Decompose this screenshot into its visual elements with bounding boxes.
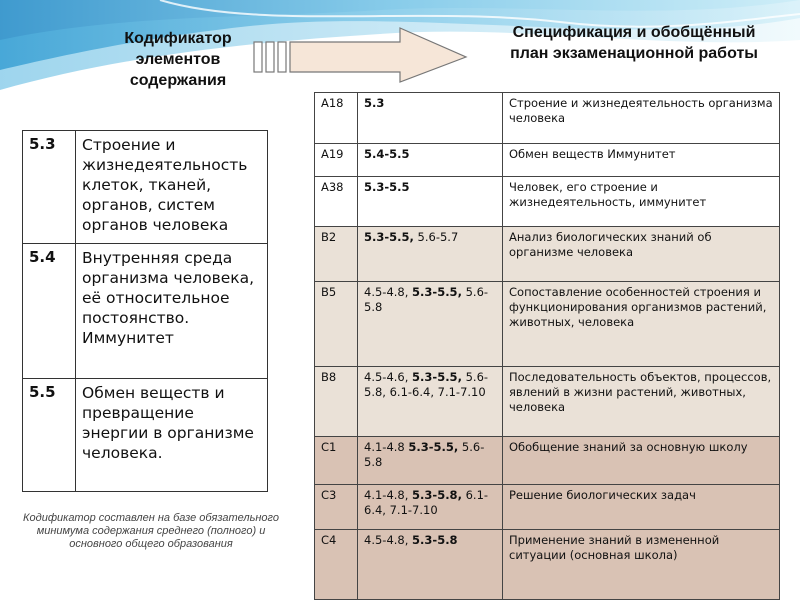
- specification-table: [314, 92, 780, 600]
- codes-plain: 4.5-4.6,: [364, 370, 413, 384]
- codes-bold-main: 5.3-5.5,: [412, 285, 462, 299]
- spec-row: [315, 93, 780, 144]
- task-description: Обобщение знаний за основную школу: [503, 437, 780, 485]
- content-codes: [358, 282, 503, 367]
- codifier-row: [23, 379, 268, 492]
- task-number: С4: [315, 530, 358, 600]
- codifier-code: 5.4: [23, 244, 76, 379]
- codes-bold: 5.3-5.5: [364, 180, 410, 194]
- codes-bold: 5.3: [364, 96, 385, 110]
- codes-rest: 5.6-5.8: [364, 440, 485, 469]
- codes-plain: 4.1-4.8: [364, 440, 409, 454]
- codifier-note: Кодификатор составлен на базе обязательного минимума содержания среднего (полного) и основного общего образования: [23, 512, 279, 550]
- spec-row: [315, 530, 780, 600]
- spec-row: [315, 144, 780, 177]
- codes-rest: 5.6-5.7: [413, 230, 459, 244]
- codes-plain: 4.5-4.8,: [364, 285, 413, 299]
- content-codes: [358, 530, 503, 600]
- codes-rest: 5.6-5.8: [364, 285, 489, 314]
- task-number: С3: [315, 485, 358, 530]
- codifier-description: Внутренняя среда организма человека, её относительное постоянство. Иммунитет: [76, 244, 268, 379]
- task-description: Сопоставление особенностей строения и функционирования организмов растений, животных, человека: [503, 282, 780, 367]
- codes-bold: 5.4-5.5: [364, 147, 410, 161]
- spec-row: [315, 485, 780, 530]
- codes-plain: 4.5-4.8,: [364, 533, 413, 547]
- codes-bold-main: 5.3-5.8,: [412, 488, 462, 502]
- codes-rest: 6.1-6.4, 7.1-7.10: [364, 488, 489, 517]
- content-codes: [358, 485, 503, 530]
- codes-rest: 5.6-5.8, 6.1-6.4, 7.1-7.10: [364, 370, 489, 399]
- codes-bold-main: 5.3-5.5,: [412, 370, 462, 384]
- task-description: Человек, его строение и жизнедеятельность, иммунитет: [503, 177, 780, 227]
- content-codes: [358, 177, 503, 227]
- content-codes: [358, 227, 503, 282]
- codes-bold-main: 5.3-5.5,: [408, 440, 459, 454]
- codes-bold: 5.3-5.5,: [364, 230, 414, 244]
- right-arrow-icon: [250, 26, 470, 84]
- content-codes: [358, 144, 503, 177]
- codifier-description: Обмен веществ и превращение энергии в организме человека.: [76, 379, 268, 492]
- task-number: В5: [315, 282, 358, 367]
- spec-row: [315, 227, 780, 282]
- task-number: А19: [315, 144, 358, 177]
- content-codes: [358, 367, 503, 437]
- codifier-row: [23, 244, 268, 379]
- task-description: Обмен веществ Иммунитет: [503, 144, 780, 177]
- codifier-row: [23, 131, 268, 244]
- codifier-code: 5.3: [23, 131, 76, 244]
- codifier-code: 5.5: [23, 379, 76, 492]
- codes-bold-main: 5.3-5.8: [412, 533, 458, 547]
- codes-plain: 4.1-4.8,: [364, 488, 413, 502]
- codifier-description: Строение и жизнедеятельность клеток, тканей, органов, систем органов человека: [76, 131, 268, 244]
- codifier-table: [22, 130, 268, 492]
- task-number: А18: [315, 93, 358, 144]
- task-description: Строение и жизнедеятельность организма человека: [503, 93, 780, 144]
- spec-row: [315, 282, 780, 367]
- content-codes: [358, 93, 503, 144]
- specification-title: Спецификация и обобщённый план экзаменационной работы: [510, 24, 758, 62]
- task-number: А38: [315, 177, 358, 227]
- task-number: В2: [315, 227, 358, 282]
- task-description: Анализ биологических знаний об организме человека: [503, 227, 780, 282]
- spec-row: [315, 177, 780, 227]
- codifier-title: Кодификатор элементов содержания: [124, 30, 232, 89]
- spec-row: [315, 437, 780, 485]
- task-number: В8: [315, 367, 358, 437]
- spec-row: [315, 367, 780, 437]
- task-description: Применение знаний в измененной ситуации (основная школа): [503, 530, 780, 600]
- task-description: Решение биологических задач: [503, 485, 780, 530]
- task-number: С1: [315, 437, 358, 485]
- task-description: Последовательность объектов, процессов, явлений в жизни растений, животных, человека: [503, 367, 780, 437]
- content-codes: [358, 437, 503, 485]
